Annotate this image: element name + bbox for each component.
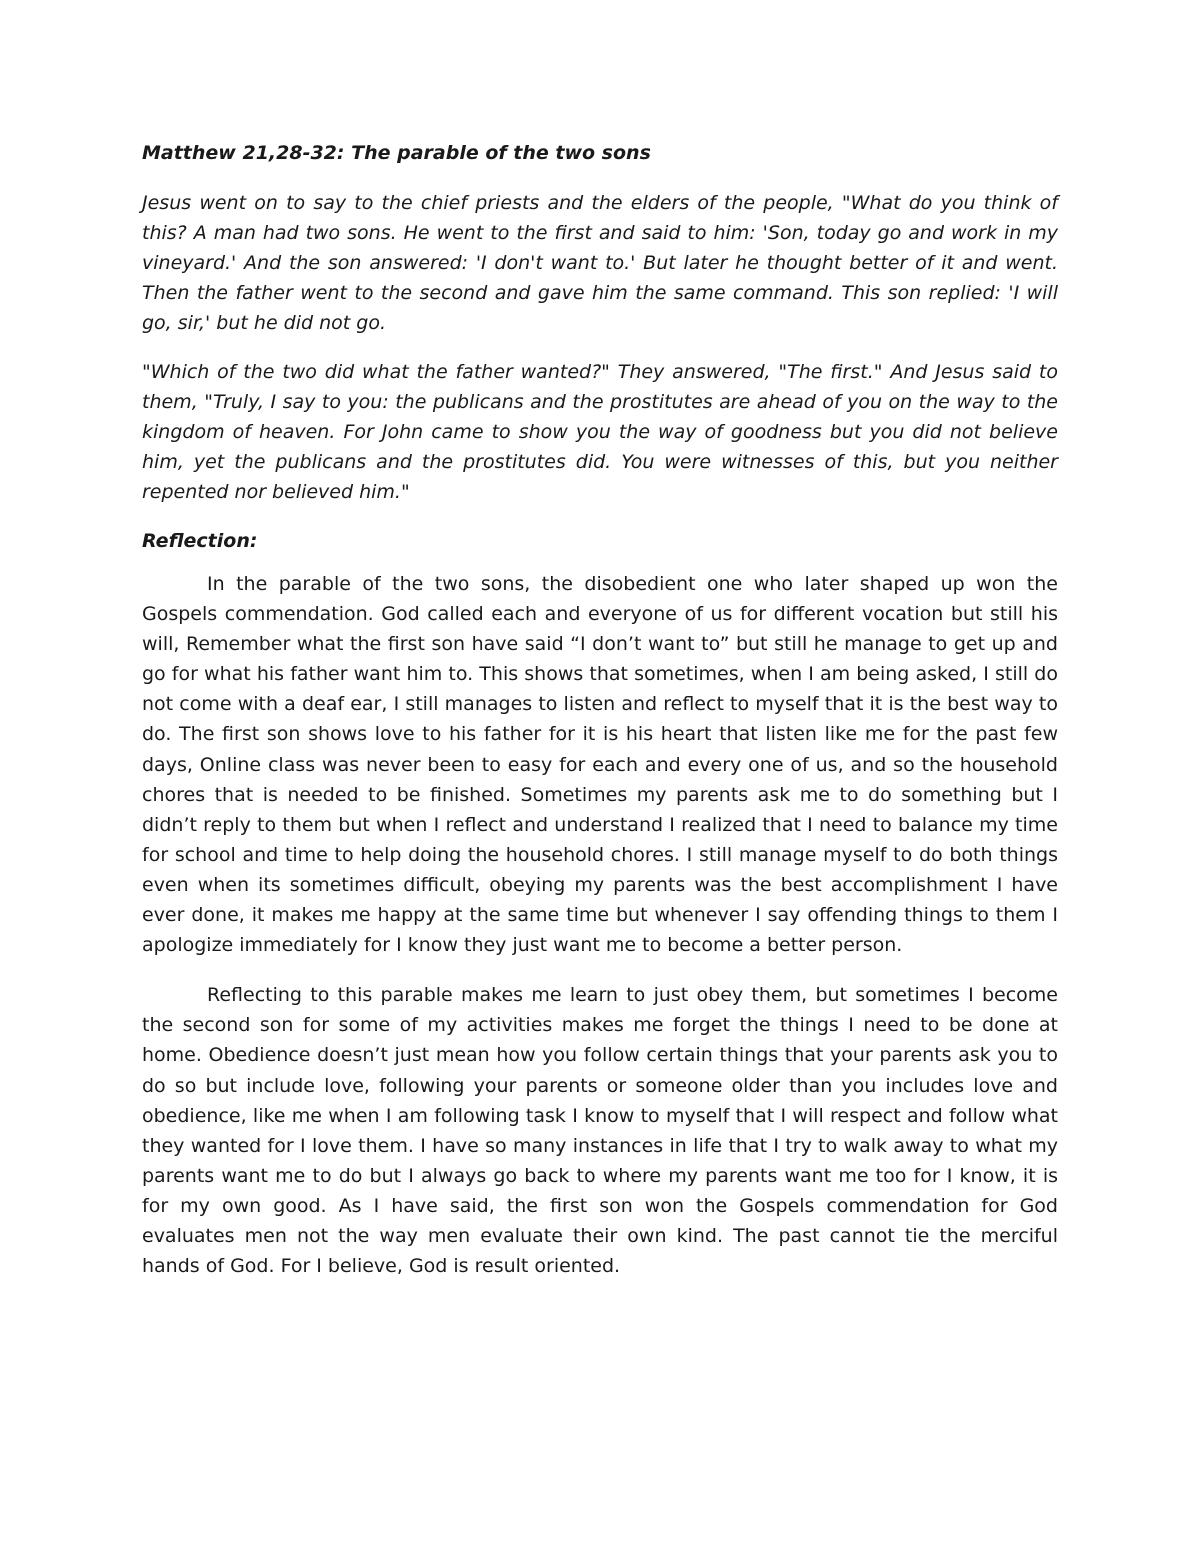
reflection-heading: Reflection:: [142, 530, 258, 552]
document-page: [142, 138, 1058, 1301]
scripture-paragraph-1: Jesus went on to say to the chief priests and the elders of the people, "What do you think of this? A man had two sons. He went to the first and said to him: 'Son, today go and work in my vineyard.' And the son answered: 'I don't want to.' But later he thought better of it and went. Then the father went to the second and gave him the same command. This son replied: 'I will go, sir,' but he did not go.: [142, 192, 1058, 334]
reflection-paragraph-1: In the parable of the two sons, the disobedient one who later shaped up won the Gospels commendation. God called each and everyone of us for different vocation but still his will, Remember what the first son have said “I don’t want to” but still he manage to get up and go for what his father want him to. This shows that sometimes, when I am being asked, I still do not come with a deaf ear, I still manages to listen and reflect to myself that it is the best way to do. The first son shows love to his father for it is his heart that listen like me for the past few days, Online class was never been to easy for each and every one of us, and so the household chores that is needed to be finished. Sometimes my parents ask me to do something but I didn’t reply to them but when I reflect and understand I realized that I need to balance my time for school and time to help doing the household chores. I still manage myself to do both things even when its sometimes difficult, obeying my parents was the best accomplishment I have ever done, it makes me happy at the same time but whenever I say offending things to them I apologize immediately for I know they just want me to become a better person.: [142, 573, 1058, 957]
reflection-paragraph-2: Reflecting to this parable makes me learn to just obey them, but sometimes I become the second son for some of my activities makes me forget the things I need to be done at home. Obedience doesn’t just mean how you follow certain things that your parents ask you to do so but include love, following your parents or someone older than you includes love and obedience, like me when I am following task I know to myself that I will respect and follow what they wanted for I love them. I have so many instances in life that I try to walk away to what my parents want me to do but I always go back to where my parents want me too for I know, it is for my own good. As I have said, the first son won the Gospels commendation for God evaluates men not the way men evaluate their own kind. The past cannot tie the merciful hands of God. For I believe, God is result oriented.: [142, 984, 1058, 1278]
scripture-paragraph-2: "Which of the two did what the father wanted?" They answered, "The first." And Jesus said to them, "Truly, I say to you: the publicans and the prostitutes are ahead of you on the way to the kingdom of heaven. For John came to show you the way of goodness but you did not believe him, yet the publicans and the prostitutes did. You were witnesses of this, but you neither repented nor believed him.": [142, 361, 1058, 503]
document-title: Matthew 21,28-32: The parable of the two sons: [142, 142, 651, 164]
